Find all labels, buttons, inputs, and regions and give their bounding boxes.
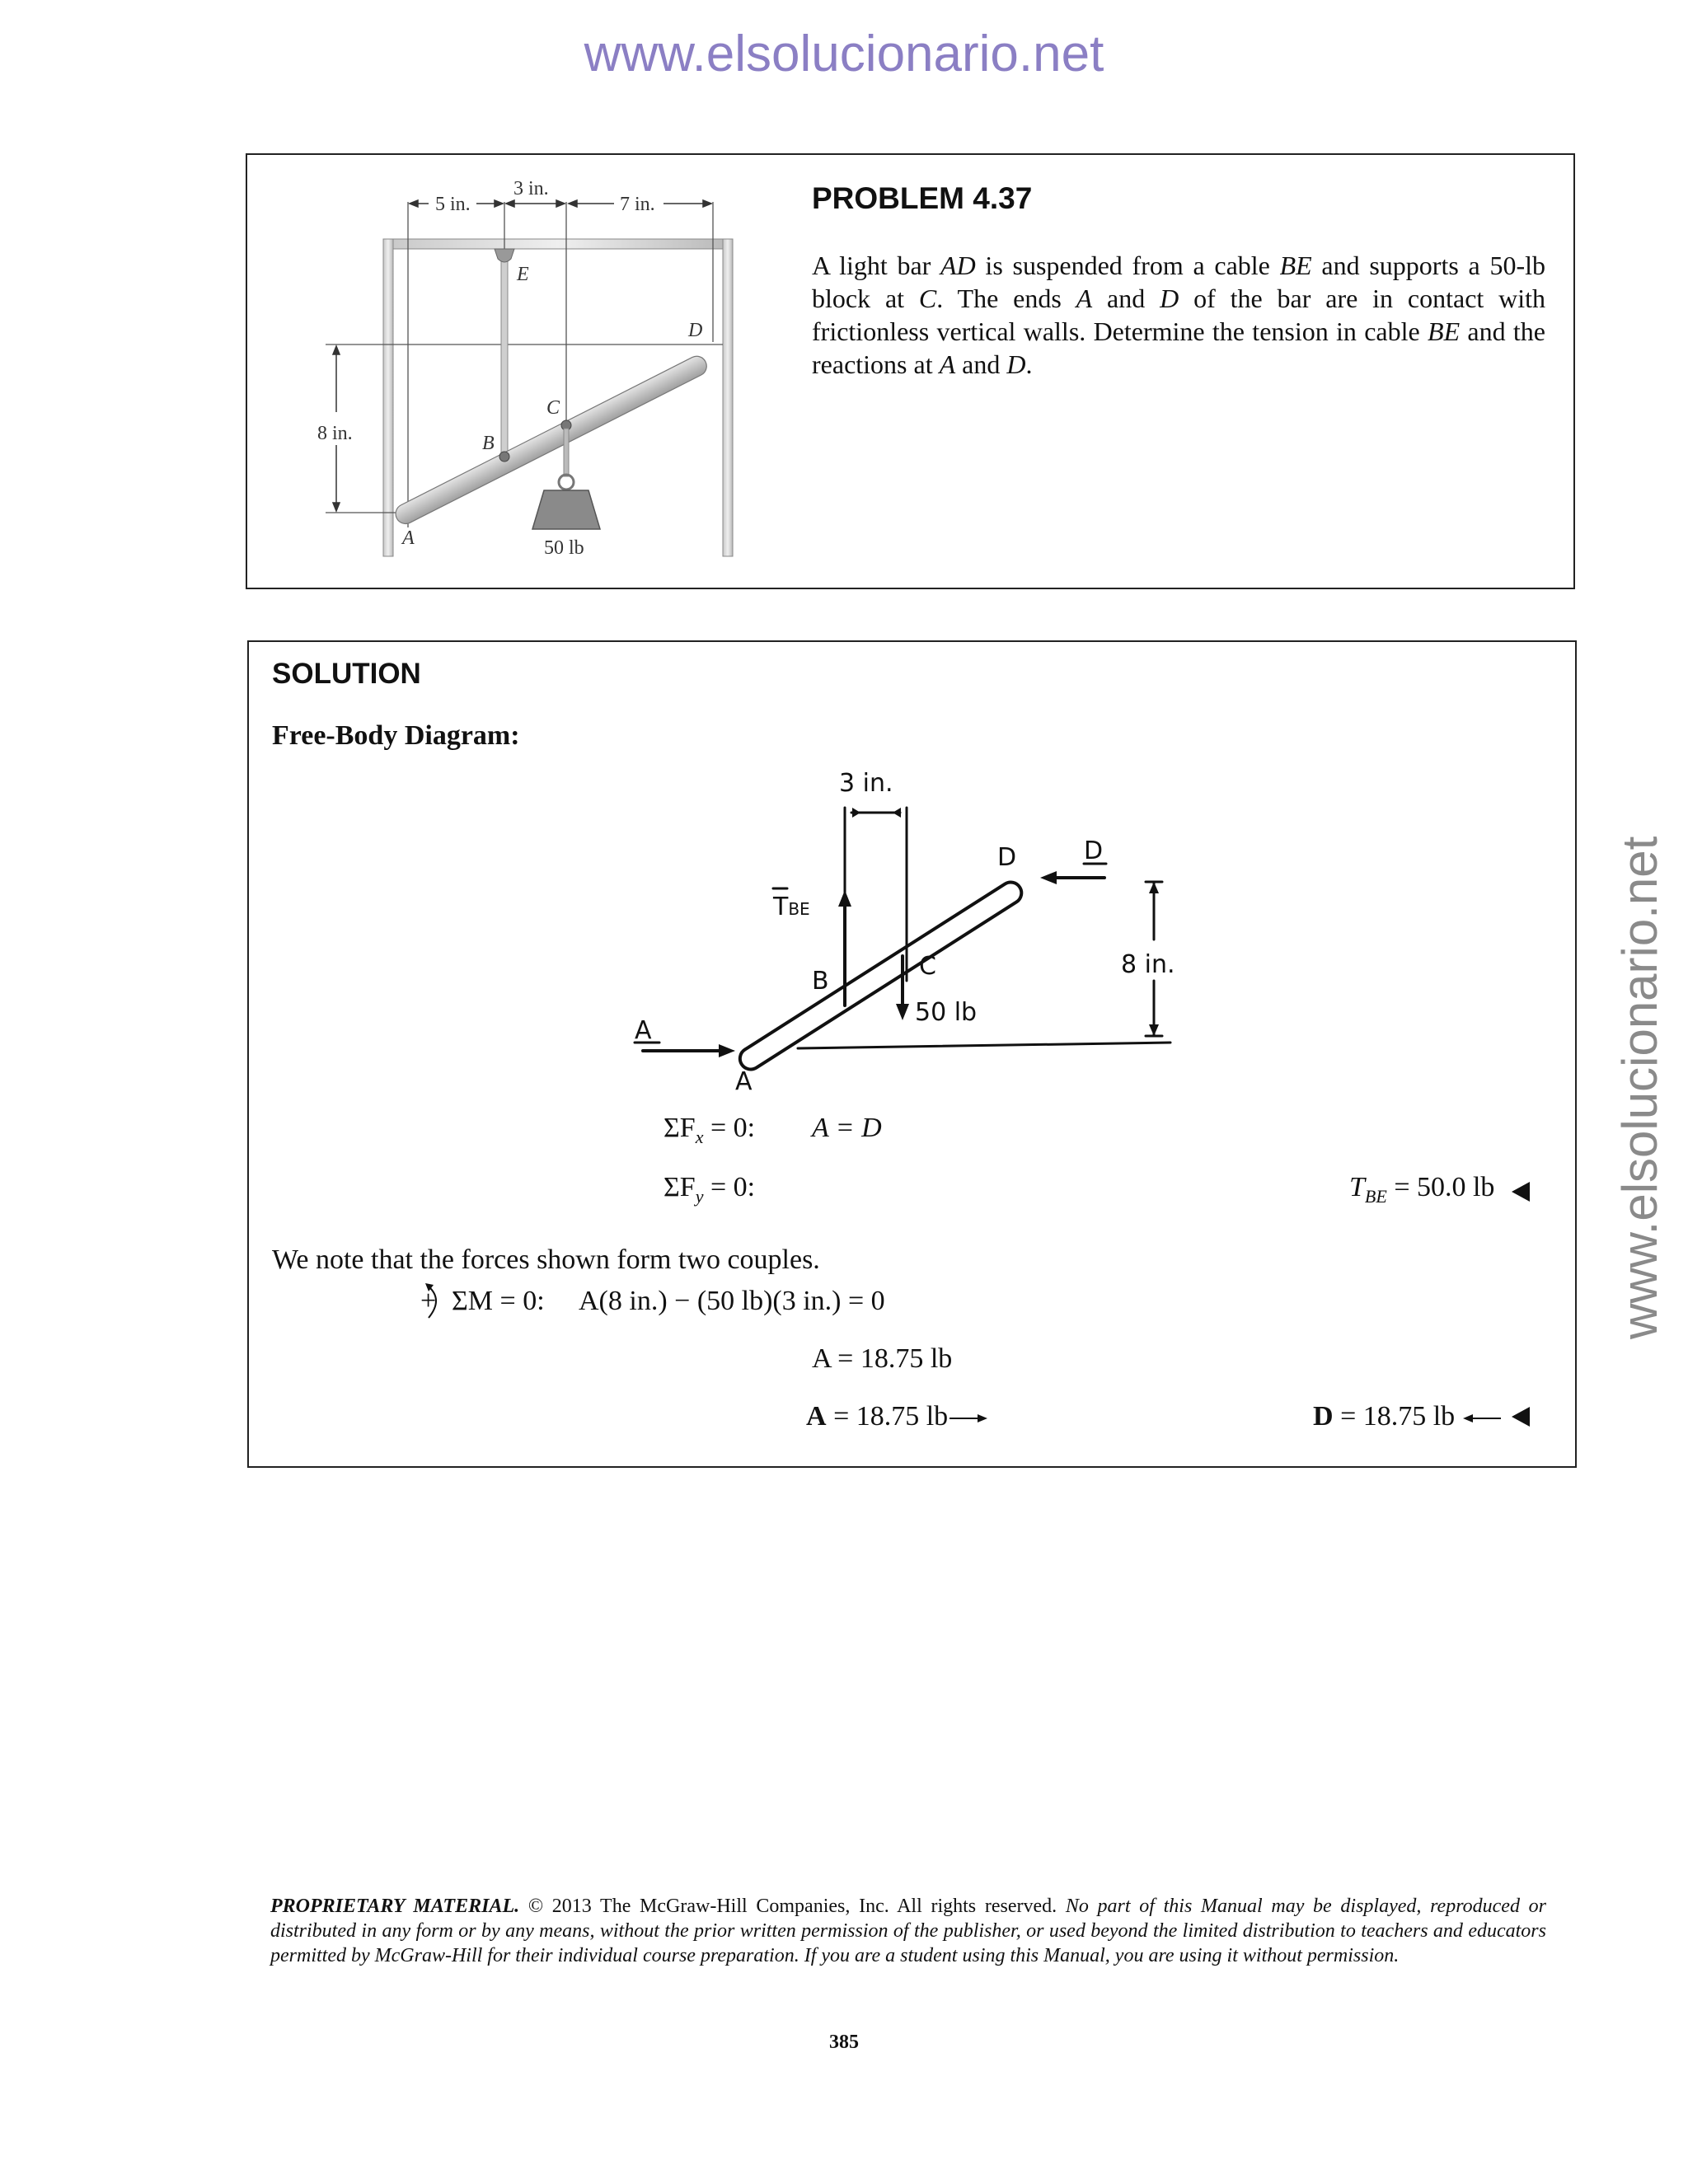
answer-a: A = 18.75 lb — [806, 1401, 949, 1432]
moment-expression: A(8 in.) − (50 lb)(3 in.) = 0 — [579, 1286, 885, 1316]
couples-note: We note that the forces shown form two couples. — [272, 1244, 820, 1275]
dim-7-label: 7 in. — [620, 194, 655, 215]
fbd-label-C: C — [919, 952, 936, 981]
sum-fx-result: A = D — [812, 1113, 882, 1143]
dim-5-label: 5 in. — [435, 194, 471, 215]
fbd-label-B: B — [812, 967, 829, 996]
fbd-load-label: 50 lb — [915, 998, 978, 1027]
fbd-label-A-force: A — [635, 1016, 652, 1045]
moment-equation: ΣM = 0: — [452, 1286, 545, 1316]
problem-statement: A light bar AD is suspended from a cable BE and supports a 50-lb block at C. The ends A and D of the bar are in contact with frictionless vertical walls. Determine the tension in cable BE and the reactions at A and D. — [812, 251, 1546, 379]
fig-weight-label: 50 lb — [544, 537, 584, 559]
fbd-label-D-force: D — [1084, 837, 1104, 865]
dim-8-label: 8 in. — [317, 423, 353, 444]
arrow-left-icon — [1461, 1411, 1503, 1426]
answer-marker-icon — [1510, 1405, 1531, 1428]
arrow-right-icon — [948, 1411, 989, 1426]
fig-label-E: E — [517, 264, 529, 285]
fbd-title: Free-Body Diagram: — [272, 720, 520, 751]
result-a-scalar: A = 18.75 lb — [812, 1343, 953, 1374]
page-number: 385 — [829, 2032, 859, 2053]
problem-title: PROBLEM 4.37 — [812, 181, 1033, 215]
fig-label-B: B — [482, 433, 495, 454]
moment-plus-sign: + — [420, 1286, 437, 1316]
answer-marker-icon — [1510, 1180, 1531, 1203]
answer-d: D = 18.75 lb — [1313, 1401, 1456, 1432]
solution-title: SOLUTION — [272, 658, 421, 690]
fbd-dim-8-label: 8 in. — [1121, 950, 1175, 979]
problem-figure — [247, 165, 775, 577]
fbd-label-D-point: D — [997, 843, 1017, 872]
answer-tbe: $T_{BE} = 50.0$ lb — [1349, 1172, 1495, 1207]
proprietary-footer: PROPRIETARY MATERIAL. © 2013 The McGraw-Hill Companies, Inc. All rights reserved. No part of this Manual may be displayed, reproduced or distributed in any form or by any means, without the prior written permission of the publisher, or used beyond the limited distribution to teachers and educators permitted by McGraw-Hill for their individual course preparation. If you are a student using this Manual, you are using it without permission. — [270, 1896, 1546, 1966]
sum-fy-equation: $\Sigma F_y = 0$: — [663, 1172, 756, 1207]
watermark-top[interactable]: www.elsolucionario.net — [584, 26, 1104, 82]
fig-label-D: D — [688, 320, 703, 341]
fig-label-A: A — [402, 527, 415, 549]
dim-3-label: 3 in. — [513, 178, 549, 199]
watermark-side[interactable]: www.elsolucionario.net — [1612, 836, 1667, 1339]
fbd-dim-3-label: 3 in. — [839, 769, 893, 798]
fig-label-C: C — [546, 397, 560, 419]
fbd-tbe-label: TBE — [773, 893, 810, 921]
sum-fx-equation: $\Sigma F_x = 0$: — [663, 1113, 756, 1147]
free-body-diagram — [610, 758, 1203, 1104]
fbd-label-A-point: A — [735, 1067, 753, 1096]
